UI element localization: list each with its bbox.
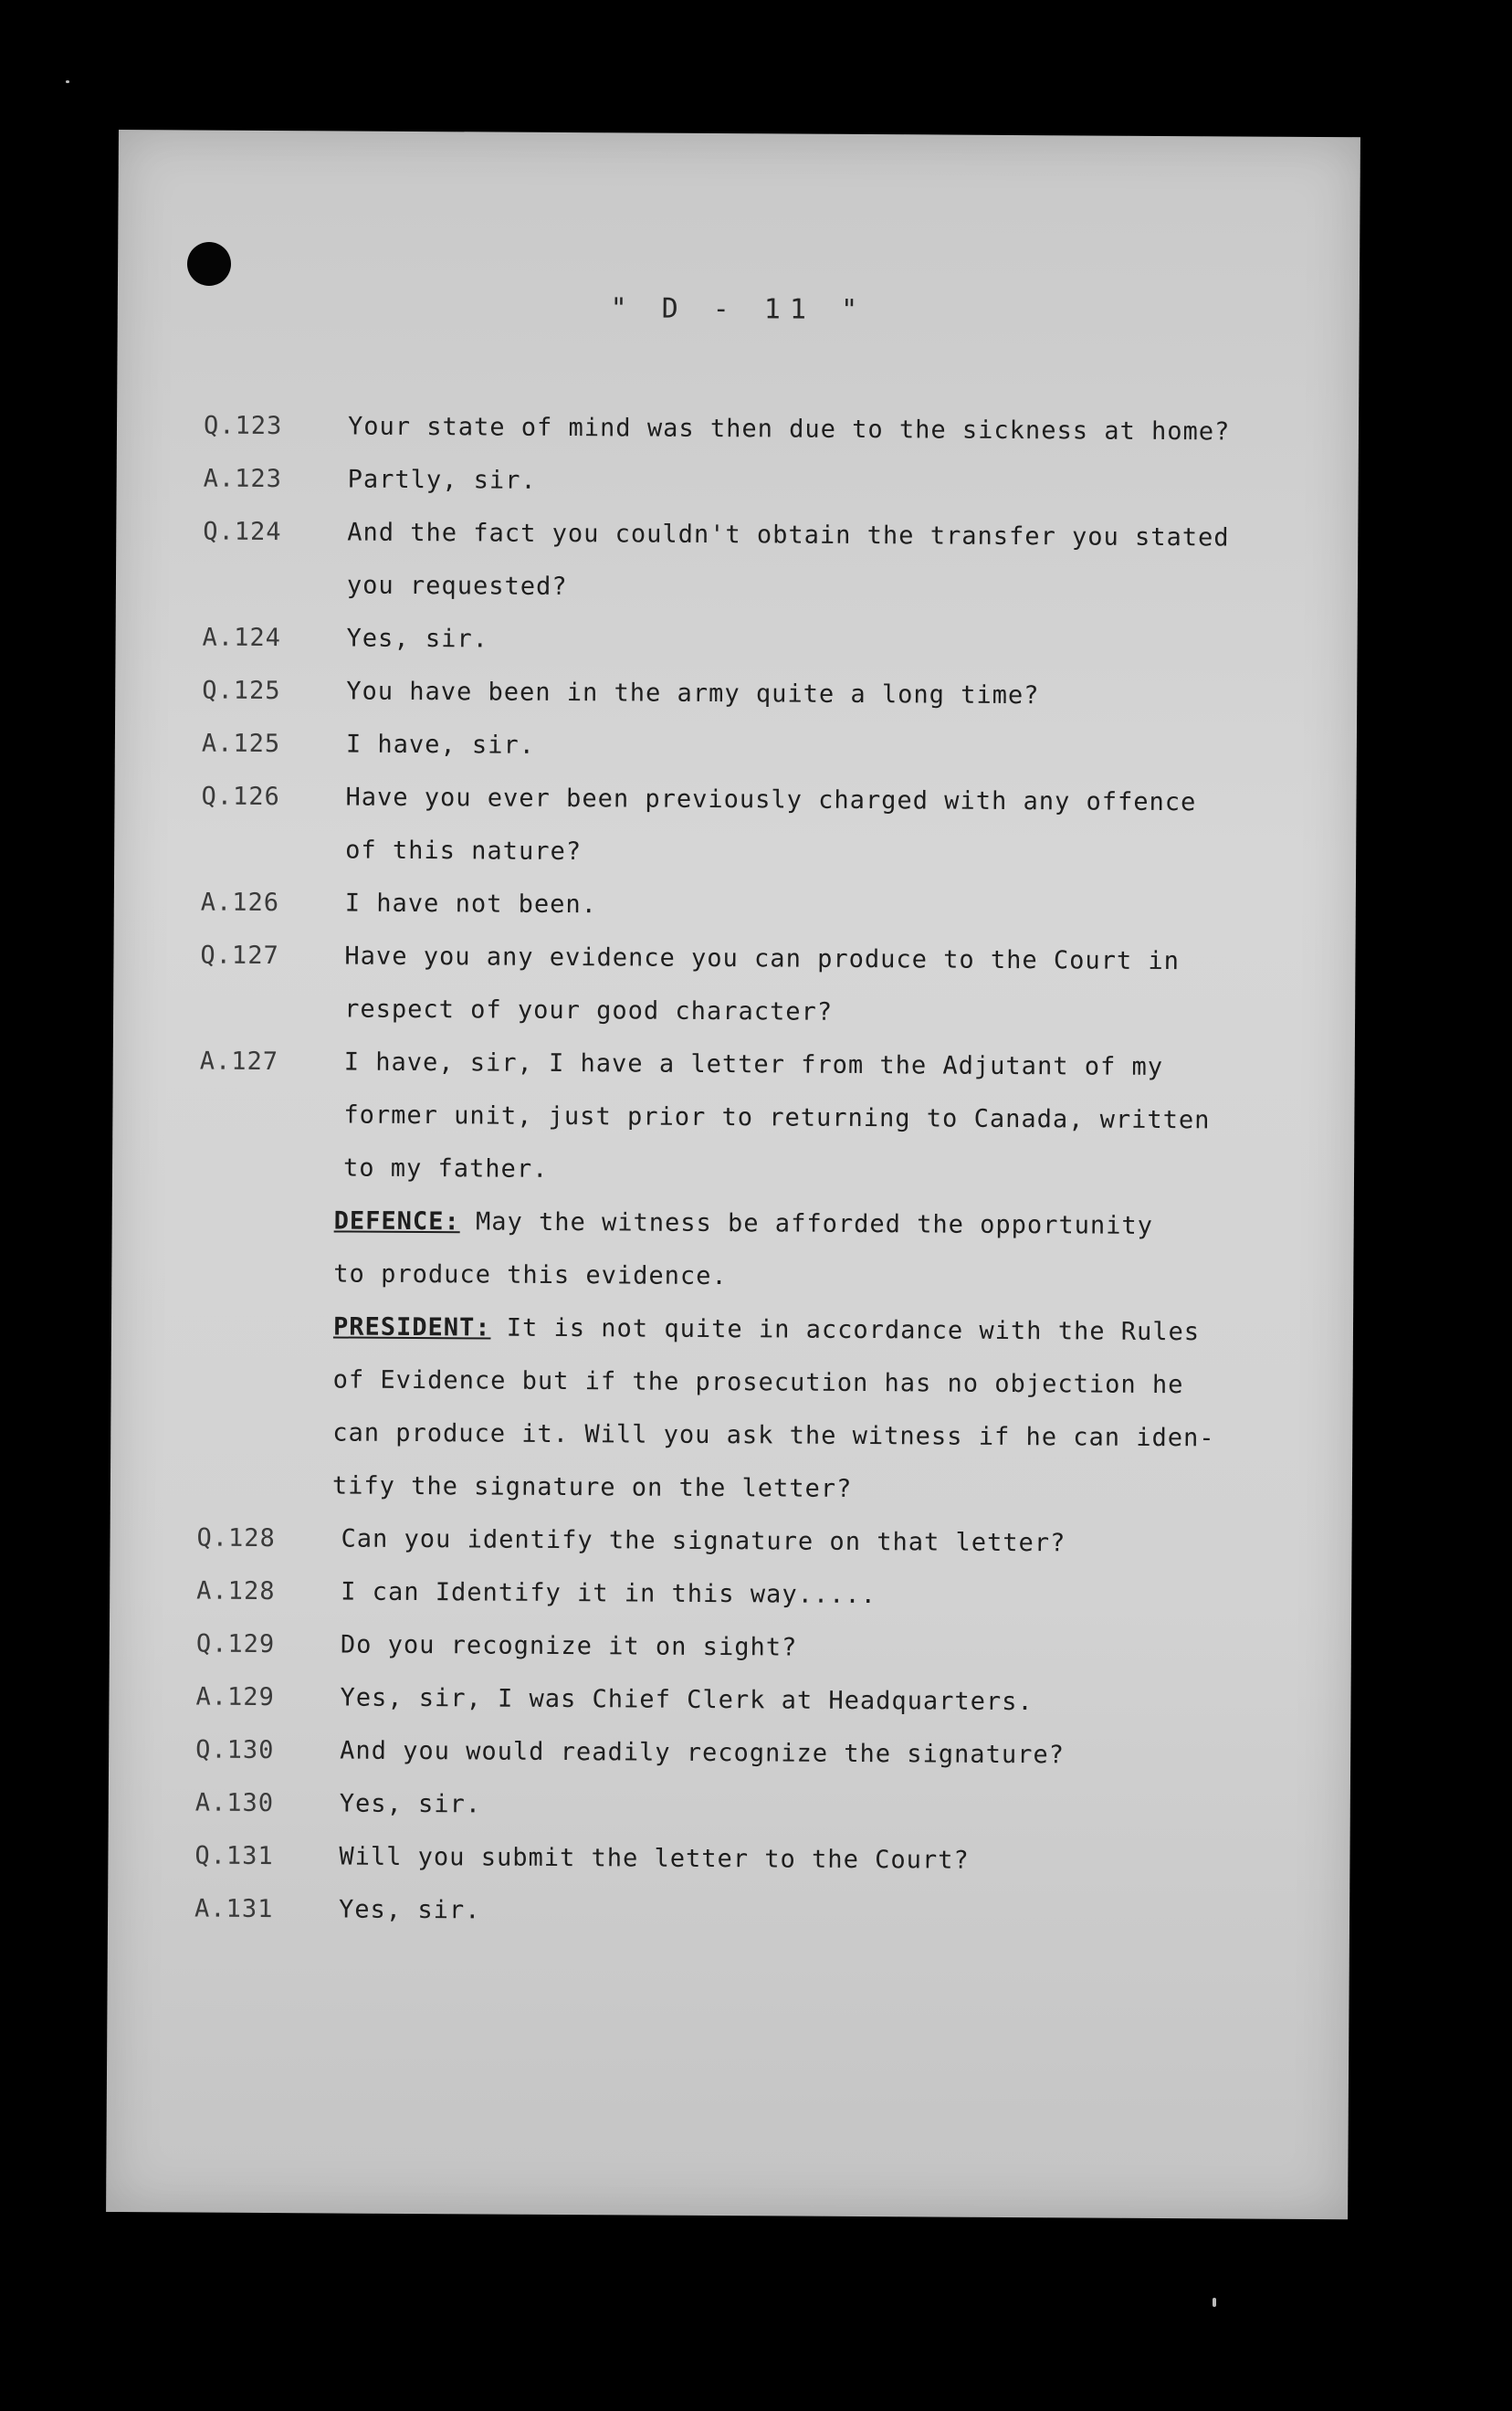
- transcript-entry: [116, 505, 1359, 618]
- transcript-entry: [114, 876, 1356, 936]
- entry-text: Yes, sir.: [339, 1895, 481, 1925]
- entry-text: Your state of mind was then due to the sickness at home?: [347, 412, 1231, 447]
- transcript-entry: [117, 399, 1359, 459]
- entry-text: Yes, sir.: [339, 1789, 482, 1819]
- entry-label: Q.128: [196, 1523, 276, 1553]
- entry-text: I have, sir, I have a letter from the Adjutant of my former unit, just prior to returning to Canada, written to my father.: [342, 1048, 1211, 1184]
- entry-text: Have you any evidence you can produce to the Court in respect of your good character?: [344, 942, 1181, 1027]
- entry-text: I can Identify it in this way.....: [341, 1577, 877, 1610]
- entry-label: A.125: [201, 729, 281, 759]
- transcript: [108, 399, 1359, 1942]
- entry-label: A.129: [195, 1682, 275, 1712]
- transcript-entry: [112, 1035, 1355, 1201]
- entry-text: Partly, sir.: [347, 465, 537, 495]
- speaker-label: DEFENCE:: [333, 1206, 460, 1237]
- transcript-entry: [114, 770, 1357, 883]
- entry-label: Q.130: [195, 1735, 275, 1765]
- entry-label: Q.126: [201, 782, 280, 812]
- entry-label: A.128: [196, 1576, 276, 1606]
- entry-label: A.124: [202, 623, 281, 653]
- transcript-entry: [110, 1564, 1351, 1625]
- entry-label: A.131: [194, 1894, 274, 1924]
- entry-text: Yes, sir.: [346, 624, 489, 654]
- entry-text: Do you recognize it on sight?: [340, 1630, 798, 1662]
- document-page: [106, 130, 1360, 2219]
- entry-label: A.130: [194, 1788, 275, 1818]
- transcript-entry: [113, 929, 1356, 1042]
- transcript-entry: [108, 1882, 1349, 1942]
- transcript-entry: [110, 1617, 1351, 1678]
- transcript-entry: [109, 1723, 1350, 1784]
- punch-hole: [187, 242, 231, 286]
- entry-label: A.126: [200, 888, 280, 918]
- entry-label: Q.127: [200, 941, 279, 971]
- defence-statement: [333, 1195, 1265, 1306]
- transcript-entry: [115, 717, 1357, 777]
- entry-text: Can you identify the signature on that letter?: [341, 1524, 1066, 1558]
- statement-text: It is not quite in accordance with the Rules of Evidence but if the prosecution has no objection he can produce it. Will you ask the witness if he can iden- tify the signature on the letter?: [331, 1313, 1215, 1503]
- statement-text: May the witness be afforded the opportunity to produce this evidence.: [333, 1207, 1154, 1291]
- entry-label: A.123: [203, 464, 283, 494]
- entry-label: Q.125: [202, 676, 281, 706]
- entry-text: And you would readily recognize the signature?: [340, 1736, 1065, 1770]
- entry-text: Yes, sir, I was Chief Clerk at Headquarters.: [340, 1683, 1034, 1717]
- transcript-entry: [115, 611, 1357, 671]
- entry-text: I have not been.: [344, 889, 598, 920]
- transcript-entry: [108, 1829, 1349, 1890]
- entry-text: I have, sir.: [345, 730, 536, 760]
- entry-label: Q.124: [203, 517, 282, 547]
- speaker-label: PRESIDENT:: [332, 1312, 491, 1342]
- entry-text: Have you ever been previously charged with any offence of this nature?: [345, 783, 1197, 867]
- page-number: " D - 11 ": [610, 292, 867, 327]
- entry-text: You have been in the army quite a long time?: [346, 677, 1040, 711]
- entry-text: And the fact you couldn't obtain the transfer you stated you requested?: [346, 518, 1230, 602]
- president-statement: [332, 1300, 1265, 1518]
- entry-label: Q.123: [203, 411, 283, 441]
- entry-label: Q.131: [194, 1841, 274, 1871]
- transcript-entry: [110, 1511, 1351, 1572]
- film-speck: [66, 80, 69, 83]
- film-speck: [1213, 2298, 1216, 2307]
- transcript-entry: [109, 1670, 1350, 1731]
- entry-label: A.127: [199, 1047, 279, 1077]
- entry-label: Q.129: [195, 1629, 276, 1659]
- transcript-entry: [115, 664, 1357, 724]
- transcript-entry: [116, 452, 1358, 512]
- entry-text: Will you submit the letter to the Court?: [339, 1842, 970, 1875]
- transcript-entry: [109, 1776, 1350, 1837]
